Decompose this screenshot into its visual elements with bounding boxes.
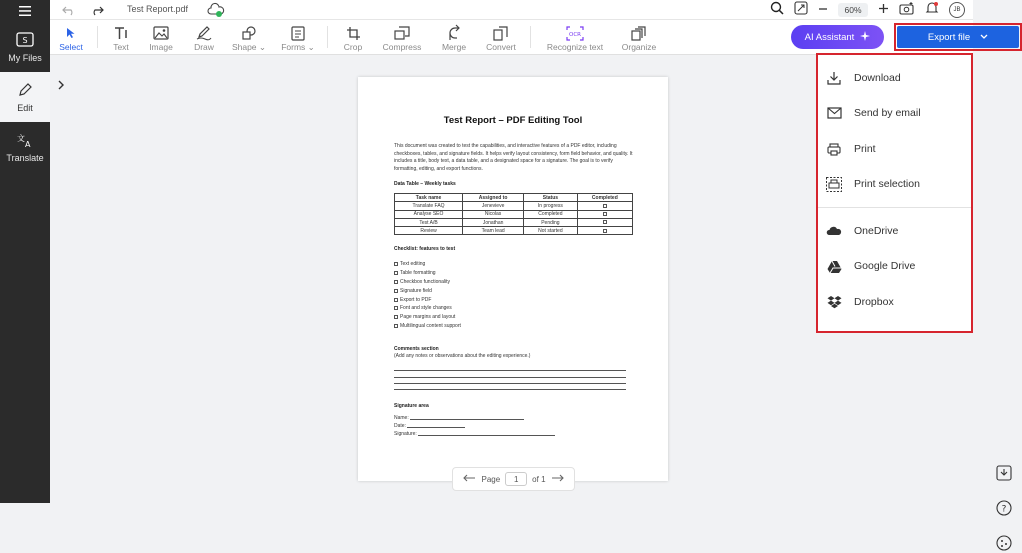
left-sidebar xyxy=(0,0,50,503)
dropbox-icon xyxy=(826,295,842,309)
table-row: Test A/B Jonathan Pending xyxy=(395,218,633,226)
comments-subtitle: (Add any notes or observations about the editing experience.) xyxy=(394,353,531,359)
email-icon xyxy=(826,107,842,119)
list-item: Text editing xyxy=(394,260,461,269)
export-file-button[interactable]: Export file xyxy=(897,26,1019,48)
table-row: Translate FAQ Jenevieve In progress xyxy=(395,202,633,210)
zoom-in-icon[interactable] xyxy=(878,1,889,19)
list-item: Checkbox functionality xyxy=(394,278,461,287)
help-icon[interactable] xyxy=(994,498,1014,518)
onedrive-icon xyxy=(826,226,842,236)
list-item: Page margins and layout xyxy=(394,313,461,322)
svg-text:A: A xyxy=(25,139,31,149)
tool-draw[interactable]: Draw xyxy=(181,24,227,52)
checkbox[interactable] xyxy=(394,298,398,302)
chevron-down-icon xyxy=(980,32,988,43)
table-checkbox[interactable] xyxy=(603,212,607,216)
print-selection-icon xyxy=(826,177,842,192)
menu-item-print-selection[interactable]: Print selection xyxy=(826,173,966,195)
search-icon[interactable] xyxy=(770,1,784,20)
page-number-input[interactable]: 1 xyxy=(505,472,527,486)
sidebar-item-translate[interactable] xyxy=(0,122,50,172)
zoom-level[interactable]: 60% xyxy=(838,3,868,17)
table-checkbox[interactable] xyxy=(603,229,607,233)
ai-assistant-button[interactable]: AI Assistant xyxy=(791,25,884,49)
checkbox[interactable] xyxy=(394,306,398,310)
sidebar-item-label: My Files xyxy=(8,52,42,63)
tool-merge[interactable]: Merge xyxy=(431,24,477,52)
expand-panel-chevron-icon[interactable] xyxy=(53,73,69,97)
pen-icon xyxy=(17,82,33,103)
toolbar-divider xyxy=(327,26,328,48)
next-page-arrow-icon[interactable] xyxy=(551,474,564,484)
folder-s-icon xyxy=(16,32,34,53)
checklist xyxy=(394,260,461,330)
table-row: Review Team lead Not started xyxy=(395,227,633,235)
comment-line[interactable] xyxy=(394,370,626,371)
menu-item-dropbox[interactable]: Dropbox xyxy=(826,291,966,313)
table-header-row: Task name Assigned to Status Completed xyxy=(395,194,633,202)
checkbox[interactable] xyxy=(394,324,398,328)
sidebar-item-label: Edit xyxy=(17,102,33,113)
signature-date-field[interactable]: Date: xyxy=(394,423,406,429)
menu-item-download[interactable]: Download xyxy=(826,67,966,89)
weekly-tasks-table xyxy=(394,193,633,235)
tool-image[interactable]: Image xyxy=(138,24,184,52)
comment-line[interactable] xyxy=(394,377,626,378)
tool-shape[interactable]: Shape ⌄ xyxy=(226,24,272,53)
merge-icon xyxy=(446,24,462,42)
tool-select[interactable]: Select xyxy=(48,24,94,52)
svg-text:S: S xyxy=(22,35,28,45)
hamburger-menu-icon[interactable] xyxy=(0,0,50,22)
table-title: Data Table – Weekly tasks xyxy=(394,181,456,187)
table-checkbox[interactable] xyxy=(603,204,607,208)
menu-item-send-by-email[interactable]: Send by email xyxy=(826,102,966,124)
notification-bell-icon[interactable] xyxy=(925,1,939,20)
sidebar-item-edit[interactable] xyxy=(0,72,50,122)
list-item: Table formatting xyxy=(394,269,461,278)
tool-recognize-text[interactable]: OCR Recognize text xyxy=(544,24,606,52)
menu-item-google-drive[interactable]: Google Drive xyxy=(826,255,966,277)
crop-icon xyxy=(346,24,361,42)
user-avatar[interactable]: JB xyxy=(949,2,965,18)
text-tool-icon xyxy=(113,24,129,42)
sparkle-icon xyxy=(860,31,870,44)
tool-text[interactable]: Text xyxy=(98,24,144,52)
tool-convert[interactable]: Convert xyxy=(478,24,524,52)
comment-line[interactable] xyxy=(394,383,626,384)
topbar-right-controls xyxy=(770,1,965,19)
checkbox[interactable] xyxy=(394,262,398,266)
previous-page-arrow-icon[interactable] xyxy=(463,474,476,484)
signature-signature-field[interactable]: Signature: xyxy=(394,431,417,437)
fit-screen-icon[interactable] xyxy=(794,1,808,20)
translate-icon xyxy=(16,132,34,153)
svg-text:?: ? xyxy=(1001,504,1007,515)
tool-forms[interactable]: Forms ⌄ xyxy=(275,24,321,53)
svg-text:OCR: OCR xyxy=(569,31,581,38)
comments-title: Comments section xyxy=(394,346,439,352)
undo-icon[interactable] xyxy=(62,3,76,21)
checkbox[interactable] xyxy=(394,315,398,319)
table-checkbox[interactable] xyxy=(603,220,607,224)
menu-item-onedrive[interactable]: OneDrive xyxy=(826,220,966,242)
tool-crop[interactable]: Crop xyxy=(330,24,376,52)
ocr-icon xyxy=(566,24,584,42)
convert-icon xyxy=(493,24,509,42)
document-filename[interactable]: Test Report.pdf xyxy=(127,4,189,14)
download-icon xyxy=(826,71,842,85)
checkbox[interactable] xyxy=(394,289,398,293)
export-file-highlight xyxy=(894,23,1022,51)
cookie-settings-icon[interactable] xyxy=(994,533,1014,553)
signature-name-field[interactable]: Name: xyxy=(394,415,409,421)
cursor-icon xyxy=(66,24,76,42)
list-item: Font and style changes xyxy=(394,304,461,313)
svg-text:文: 文 xyxy=(17,133,25,143)
menu-item-print[interactable]: Print xyxy=(826,138,966,160)
camera-icon[interactable] xyxy=(899,1,915,20)
document-title: Test Report – PDF Editing Tool xyxy=(443,115,583,126)
tool-organize[interactable]: Organize xyxy=(616,24,662,52)
download-tray-icon[interactable] xyxy=(994,463,1014,483)
top-bar xyxy=(50,0,973,20)
sidebar-item-label: Translate xyxy=(6,152,44,163)
table-row: Analyse SEO Nicolas Completed xyxy=(395,210,633,218)
toolbar-divider xyxy=(530,26,531,48)
tool-compress[interactable]: Compress xyxy=(379,24,425,52)
draw-pen-icon xyxy=(196,24,212,42)
list-item: Export to PDF xyxy=(394,295,461,304)
checkbox[interactable] xyxy=(394,271,398,275)
google-drive-icon xyxy=(826,260,842,273)
compress-icon xyxy=(394,24,410,42)
tools-bar xyxy=(50,20,973,55)
checklist-title: Checklist: features to test xyxy=(394,246,456,252)
pdf-page[interactable] xyxy=(358,77,668,481)
zoom-out-icon[interactable] xyxy=(818,1,828,19)
checkbox[interactable] xyxy=(394,280,398,284)
page-navigator: Page 1 of 1 xyxy=(452,467,575,491)
sidebar-item-my-files[interactable] xyxy=(0,22,50,72)
forms-icon xyxy=(291,24,305,42)
image-icon xyxy=(153,24,169,42)
export-menu xyxy=(816,53,973,333)
document-intro: This document was created to test the capabilities, and interactive features of a PDF editor, including checkboxes, tables, and signature fields. It helps verify layout consistency, form field behavior, and quality. It includes a title, body text, a data table, and a designated space for a signature. The goal is to verify formatting, editing, and export functions. xyxy=(394,143,633,173)
organize-icon xyxy=(631,24,647,42)
right-floating-icons xyxy=(994,463,1014,553)
redo-icon[interactable] xyxy=(90,3,104,21)
menu-divider xyxy=(818,207,971,208)
shape-icon xyxy=(241,24,257,42)
list-item: Signature field xyxy=(394,286,461,295)
signature-title: Signature area xyxy=(394,403,429,409)
list-item: Multilingual content support xyxy=(394,322,461,331)
printer-icon xyxy=(826,143,842,156)
comment-line[interactable] xyxy=(394,389,626,390)
